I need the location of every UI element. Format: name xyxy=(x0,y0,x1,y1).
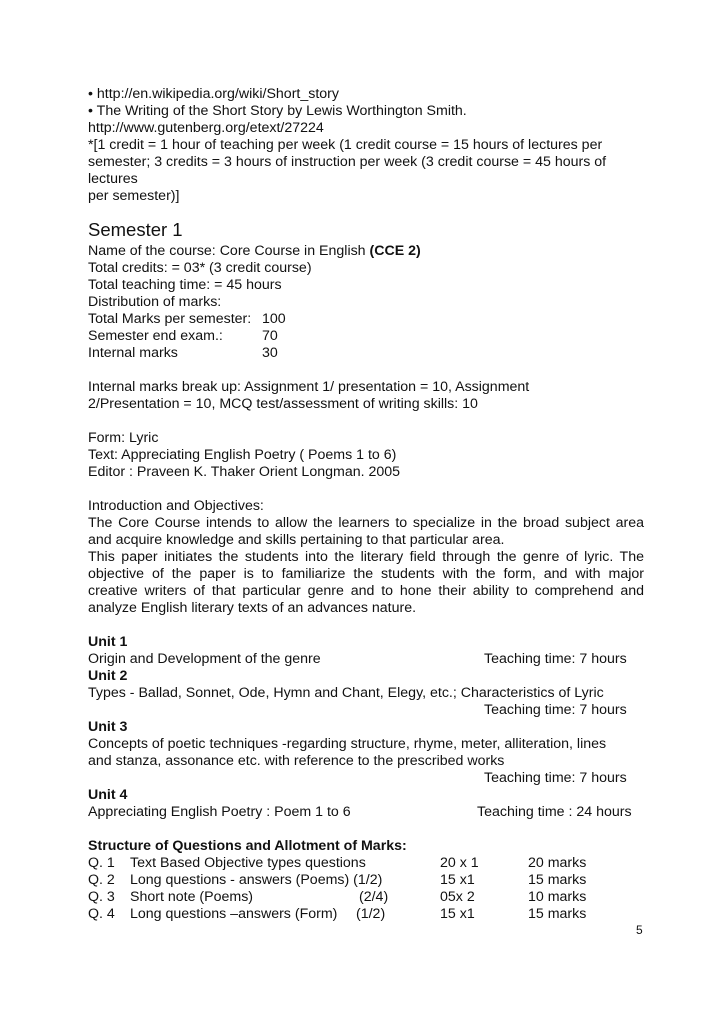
question-choice: (1/2) xyxy=(356,906,386,922)
unit-time-row xyxy=(88,770,644,787)
question-row xyxy=(88,855,644,872)
unit-title: Unit 1 xyxy=(88,634,128,650)
question-structure xyxy=(88,838,644,923)
marks-row xyxy=(88,345,644,362)
question-number: Q. 2 xyxy=(88,872,115,888)
editor-line: Editor : Praveen K. Thaker Orient Longman. 2005 xyxy=(88,464,401,480)
question-row xyxy=(88,889,644,906)
question-calc: 20 x 1 xyxy=(440,855,479,871)
question-number: Q. 4 xyxy=(88,906,115,922)
unit-teaching-time: Teaching time: 7 hours xyxy=(484,702,627,718)
course-code: (CCE 2) xyxy=(369,243,421,259)
unit-desc-row xyxy=(88,804,644,821)
introduction-block xyxy=(88,498,644,617)
course-name xyxy=(88,243,644,260)
unit-teaching-time: Teaching time : 24 hours xyxy=(477,804,632,820)
marks-label: Total Marks per semester: xyxy=(88,311,252,327)
marks-row xyxy=(88,328,644,345)
intro-line: This paper initiates the students into the literary field through the genre of lyric. The xyxy=(88,549,644,565)
credit-note: lectures xyxy=(88,171,138,187)
page-content xyxy=(88,86,644,923)
marks-value: 100 xyxy=(262,311,286,327)
unit-title: Unit 2 xyxy=(88,668,128,684)
question-calc: 15 x1 xyxy=(440,872,475,888)
form-line: Form: Lyric xyxy=(88,430,159,446)
semester-heading: Semester 1 xyxy=(88,219,183,240)
units-block xyxy=(88,634,644,821)
unit-desc: Appreciating English Poetry : Poem 1 to 6 xyxy=(88,804,351,820)
unit-title: Unit 3 xyxy=(88,719,128,735)
structure-heading: Structure of Questions and Allotment of Marks: xyxy=(88,838,407,854)
intro-line: analyze English literary texts of an advances nature. xyxy=(88,600,417,616)
breakup-line: Internal marks break up: Assignment 1/ presentation = 10, Assignment xyxy=(88,379,530,395)
unit-title: Unit 4 xyxy=(88,787,128,803)
unit-teaching-time: Teaching time: 7 hours xyxy=(484,770,627,786)
marks-row xyxy=(88,311,644,328)
question-marks: 15 marks xyxy=(528,906,587,922)
intro-line: and acquire knowledge and skills pertaining to that particular area. xyxy=(88,532,505,548)
credit-note: *[1 credit = 1 hour of teaching per week (1 credit course = 15 hours of lectures per xyxy=(88,137,603,153)
form-block xyxy=(88,430,644,481)
question-marks: 10 marks xyxy=(528,889,587,905)
question-desc: Text Based Objective types questions xyxy=(130,855,366,871)
unit-desc: and stanza, assonance etc. with reference to the prescribed works xyxy=(88,753,505,769)
reference-book: • The Writing of the Short Story by Lewis Worthington Smith. xyxy=(88,103,467,119)
reference-link: http://www.gutenberg.org/etext/27224 xyxy=(88,120,324,136)
distribution-of-marks: Distribution of marks: xyxy=(88,294,222,310)
marks-label: Internal marks xyxy=(88,345,178,361)
question-choice: (2/4) xyxy=(359,889,389,905)
credit-note: semester; 3 credits = 3 hours of instruction per week (3 credit course = 45 hours of xyxy=(88,154,607,170)
question-number: Q. 3 xyxy=(88,889,115,905)
question-calc: 05x 2 xyxy=(440,889,475,905)
course-info xyxy=(88,243,644,362)
breakup-line: 2/Presentation = 10, MCQ test/assessment of writing skills: 10 xyxy=(88,396,478,412)
intro-line: The Core Course intends to allow the learners to specialize in the broad subject area xyxy=(88,515,644,531)
question-row xyxy=(88,872,644,889)
unit-desc-row xyxy=(88,651,644,668)
unit-teaching-time: Teaching time: 7 hours xyxy=(484,651,627,667)
unit-time-row xyxy=(88,702,644,719)
credit-note: per semester)] xyxy=(88,188,180,204)
question-desc: Long questions - answers (Poems) (1/2) xyxy=(130,872,383,888)
text-line: Text: Appreciating English Poetry ( Poems 1 to 6) xyxy=(88,447,397,463)
course-name-text: Name of the course: Core Course in English xyxy=(88,243,370,259)
marks-value: 30 xyxy=(262,345,278,361)
question-marks: 15 marks xyxy=(528,872,587,888)
marks-label: Semester end exam.: xyxy=(88,328,223,344)
unit-desc: Origin and Development of the genre xyxy=(88,651,321,667)
intro-line: objective of the paper is to familiarize the students with the form, and with major xyxy=(88,566,644,582)
question-number: Q. 1 xyxy=(88,855,115,871)
references-block xyxy=(88,86,644,205)
question-desc: Short note (Poems) xyxy=(130,889,254,905)
reference-link: • http://en.wikipedia.org/wiki/Short_story xyxy=(88,86,339,102)
intro-line: creative writers of that particular genre and to hone their ability to comprehend and xyxy=(88,583,644,599)
total-credits: Total credits: = 03* (3 credit course) xyxy=(88,260,312,276)
question-row xyxy=(88,906,644,923)
page-number: 5 xyxy=(636,923,643,937)
total-teaching-time: Total teaching time: = 45 hours xyxy=(88,277,282,293)
marks-value: 70 xyxy=(262,328,278,344)
introduction-heading: Introduction and Objectives: xyxy=(88,498,264,514)
internal-marks-breakup xyxy=(88,379,644,413)
unit-desc: Concepts of poetic techniques -regarding structure, rhyme, meter, alliteration, lines xyxy=(88,736,607,752)
question-desc: Long questions –answers (Form) xyxy=(130,906,338,922)
unit-desc: Types - Ballad, Sonnet, Ode, Hymn and Chant, Elegy, etc.; Characteristics of Lyric xyxy=(88,685,604,701)
question-marks: 20 marks xyxy=(528,855,587,871)
question-calc: 15 x1 xyxy=(440,906,475,922)
